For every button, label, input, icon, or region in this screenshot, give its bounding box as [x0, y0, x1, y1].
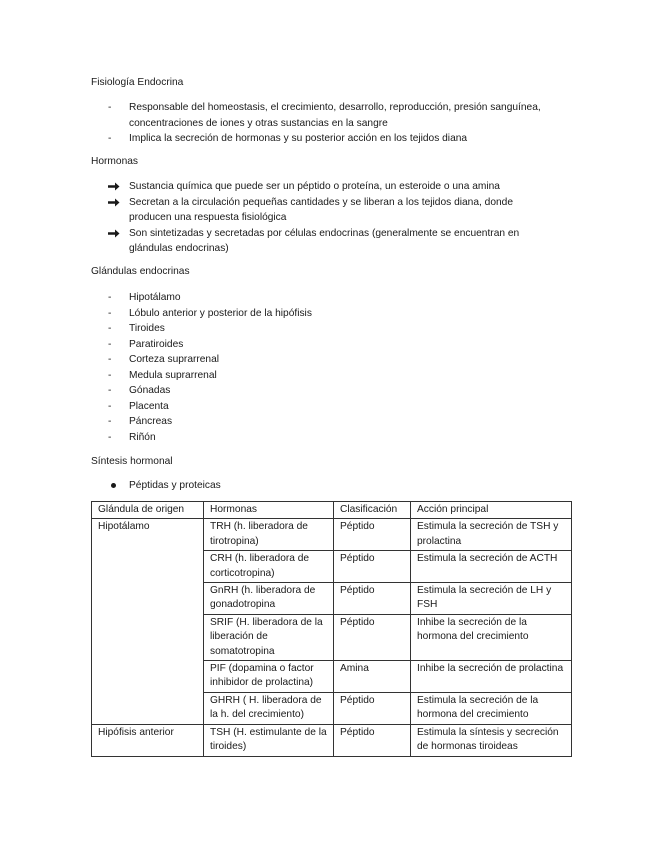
dash-marker: -	[108, 307, 112, 319]
sintesis-list	[108, 478, 508, 494]
list-item	[108, 321, 508, 337]
arrow-right-icon	[108, 229, 120, 238]
table-cell: PIF (dopamina o factor inhibidor de prolactina)	[204, 661, 334, 693]
column-header-clasificacion: Clasificación	[334, 502, 411, 519]
column-header-accion: Acción principal	[411, 502, 572, 519]
list-item	[108, 414, 508, 430]
fisiologia-list	[108, 100, 568, 147]
table-cell	[92, 583, 204, 615]
dash-marker: -	[108, 133, 112, 144]
list-item	[108, 337, 508, 353]
table-cell: CRH (h. liberadora de corticotropina)	[204, 551, 334, 583]
list-item-text: Péptidas y proteicas	[129, 480, 221, 491]
table-cell: Amina	[334, 661, 411, 693]
table-cell: Estimula la secreción de la hormona del crecimiento	[411, 692, 572, 724]
hormone-table	[91, 501, 572, 757]
table-cell: GHRH ( H. liberadora de la h. del crecimiento)	[204, 692, 334, 724]
list-item	[108, 179, 548, 195]
list-item-text: Hipotálamo	[129, 292, 181, 303]
list-item	[108, 399, 508, 415]
list-item-text: Sustancia química que puede ser un péptido o proteína, un esteroide o una amina	[129, 181, 500, 192]
table-cell: Estimula la secreción de TSH y prolactina	[411, 519, 572, 551]
list-item-text: Riñón	[129, 431, 156, 443]
table-cell: Péptido	[334, 614, 411, 660]
list-item	[108, 226, 548, 257]
table-cell: Péptido	[334, 724, 411, 756]
column-header-glandula: Glándula de origen	[92, 502, 204, 519]
list-item-text: Implica la secreción de hormonas y su posterior acción en los tejidos diana	[129, 133, 468, 144]
dash-marker: -	[108, 338, 112, 350]
table-cell: Péptido	[334, 692, 411, 724]
heading-fisiologia-endocrina: Fisiología Endocrina	[91, 77, 184, 88]
table-cell	[92, 551, 204, 583]
table-cell: Inhibe la secreción de prolactina	[411, 661, 572, 693]
table-cell: Péptido	[334, 519, 411, 551]
list-item-text: Paratiroides	[129, 338, 184, 350]
dash-marker: -	[108, 416, 112, 427]
list-item-text: Son sintetizadas y secretadas por células endocrinas (generalmente se encuentran en glándulas endocrinas)	[129, 227, 520, 254]
table-row	[92, 614, 572, 660]
list-item	[108, 290, 508, 306]
list-item-text: Gónadas	[129, 385, 171, 396]
dash-marker: -	[108, 323, 112, 334]
hormonas-list	[108, 179, 548, 257]
dash-marker: -	[108, 400, 112, 412]
list-item	[108, 306, 508, 322]
arrow-right-icon	[108, 182, 120, 191]
dash-marker: -	[108, 369, 112, 381]
list-item	[108, 131, 568, 147]
dash-marker: -	[108, 431, 112, 443]
table-cell: TRH (h. liberadora de tirotropina)	[204, 519, 334, 551]
table-cell	[92, 661, 204, 693]
list-item-text: Placenta	[129, 400, 169, 412]
list-item-text: Corteza suprarrenal	[129, 354, 220, 365]
table-row	[92, 583, 572, 615]
table-cell	[92, 692, 204, 724]
table-row	[92, 692, 572, 724]
table-cell: GnRH (h. liberadora de gonadotropina	[204, 583, 334, 615]
list-item-text: Lóbulo anterior y posterior de la hipófisis	[129, 307, 312, 319]
glandulas-list	[108, 290, 508, 445]
list-item-text: Responsable del homeostasis, el crecimiento, desarrollo, reproducción, presión sanguínea, concentraciones de iones y otras sustancias en la sangre	[129, 102, 541, 129]
list-item-text: Páncreas	[129, 416, 173, 427]
heading-glandulas-endocrinas: Glándulas endocrinas	[91, 266, 190, 277]
list-item	[108, 430, 508, 446]
list-item-text: Secretan a la circulación pequeñas cantidades y se liberan a los tejidos diana, donde producen una respuesta fisiológica	[129, 196, 513, 223]
arrow-right-icon	[108, 198, 120, 207]
table-header-row	[92, 502, 572, 519]
list-item	[108, 383, 508, 399]
table-cell: TSH (H. estimulante de la tiroides)	[204, 724, 334, 756]
table-cell: Péptido	[334, 551, 411, 583]
table-row	[92, 519, 572, 551]
heading-sintesis-hormonal: Síntesis hormonal	[91, 456, 173, 467]
list-item	[108, 195, 548, 226]
table-row	[92, 551, 572, 583]
list-item-text: Medula suprarrenal	[129, 369, 217, 381]
list-item	[108, 352, 508, 368]
table-row	[92, 661, 572, 693]
table-row	[92, 724, 572, 756]
table-cell: Inhibe la secreción de la hormona del crecimiento	[411, 614, 572, 660]
table-cell: SRIF (H. liberadora de la liberación de somatotropina	[204, 614, 334, 660]
table-cell: Hipófisis anterior	[92, 724, 204, 756]
dash-marker: -	[108, 292, 112, 303]
table-cell: Estimula la secreción de ACTH	[411, 551, 572, 583]
table-cell: Estimula la secreción de LH y FSH	[411, 583, 572, 615]
dash-marker: -	[108, 354, 112, 365]
dash-marker: -	[108, 385, 112, 396]
table-cell: Estimula la síntesis y secreción de hormonas tiroideas	[411, 724, 572, 756]
table-cell: Péptido	[334, 583, 411, 615]
dash-marker: -	[108, 102, 112, 113]
table-cell: Hipotálamo	[92, 519, 204, 551]
heading-hormonas: Hormonas	[91, 156, 138, 167]
list-item	[108, 478, 508, 494]
list-item	[108, 368, 508, 384]
list-item-text: Tiroides	[129, 323, 165, 334]
bullet-icon	[111, 483, 116, 488]
list-item	[108, 100, 568, 131]
column-header-hormonas: Hormonas	[204, 502, 334, 519]
table-cell	[92, 614, 204, 660]
